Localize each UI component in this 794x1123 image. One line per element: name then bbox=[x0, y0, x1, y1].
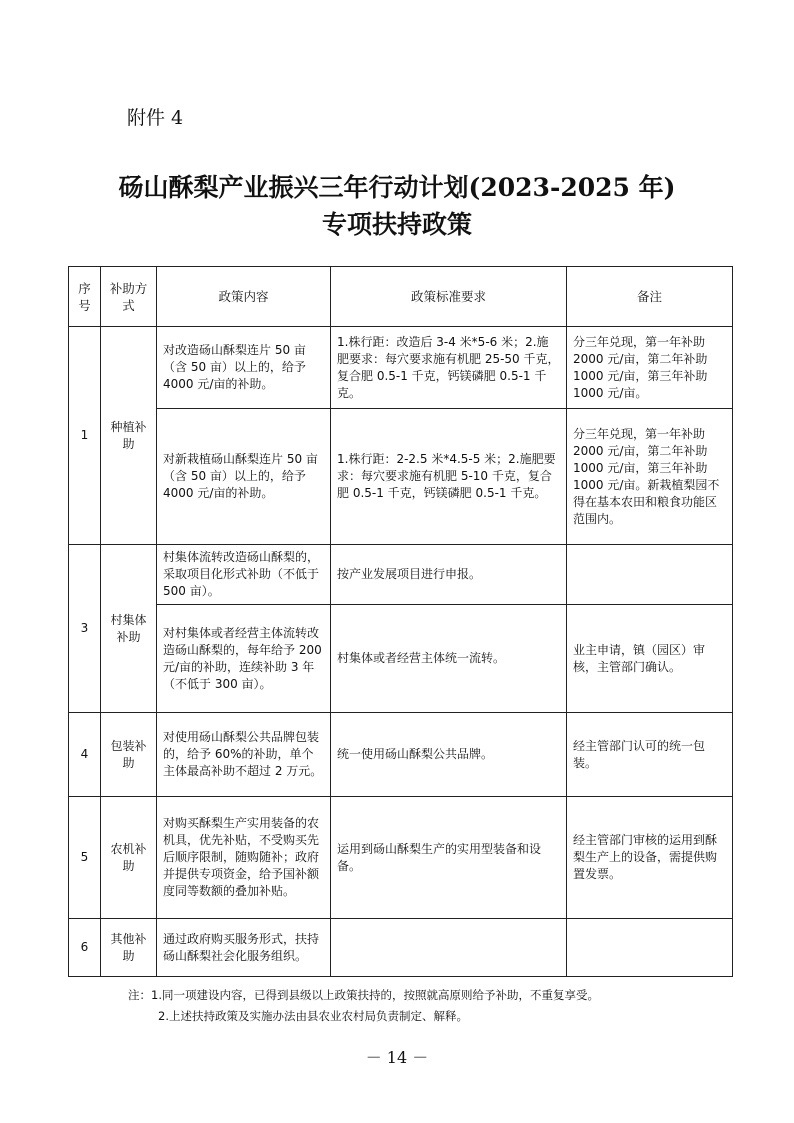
policy-content: 通过政府购买服务形式，扶持砀山酥梨社会化服务组织。 bbox=[157, 919, 331, 977]
row-number: 6 bbox=[69, 919, 101, 977]
row-number: 4 bbox=[69, 713, 101, 797]
header-content: 政策内容 bbox=[157, 267, 331, 327]
table-row bbox=[69, 409, 733, 545]
policy-standard: 按产业发展项目进行申报。 bbox=[331, 545, 567, 605]
table-row bbox=[69, 327, 733, 409]
note-1: 注：1.同一项建设内容，已得到县级以上政策扶持的，按照就高原则给予补助，不重复享受。 bbox=[128, 988, 599, 1002]
policy-standard: 村集体或者经营主体统一流转。 bbox=[331, 605, 567, 713]
policy-remark: 分三年兑现，第一年补助 2000 元/亩，第二年补助 1000 元/亩，第三年补助 1000 元/亩。 bbox=[567, 327, 733, 409]
header-remark: 备注 bbox=[567, 267, 733, 327]
subsidy-method: 种植补助 bbox=[101, 327, 157, 545]
policy-standard bbox=[331, 919, 567, 977]
policy-content: 对新栽植砀山酥梨连片 50 亩（含 50 亩）以上的，给予 4000 元/亩的补助。 bbox=[157, 409, 331, 545]
policy-content: 村集体流转改造砀山酥梨的，采取项目化形式补助（不低于 500 亩）。 bbox=[157, 545, 331, 605]
policy-remark: 经主管部门认可的统一包装。 bbox=[567, 713, 733, 797]
policy-content: 对使用砀山酥梨公共品牌包装的，给予 60%的补助，单个主体最高补助不超过 2 万元。 bbox=[157, 713, 331, 797]
policy-remark bbox=[567, 545, 733, 605]
policy-content: 对购买酥梨生产实用装备的农机具，优先补贴，不受购买先后顺序限制，随购随补；政府并提供专项资金，给予国补额度同等数额的叠加补贴。 bbox=[157, 797, 331, 919]
subsidy-method: 其他补助 bbox=[101, 919, 157, 977]
table-notes bbox=[128, 985, 599, 1027]
row-number: 5 bbox=[69, 797, 101, 919]
table-row bbox=[69, 545, 733, 605]
subsidy-method: 包装补助 bbox=[101, 713, 157, 797]
policy-content: 对改造砀山酥梨连片 50 亩（含 50 亩）以上的，给予 4000 元/亩的补助。 bbox=[157, 327, 331, 409]
policy-content: 对村集体或者经营主体流转改造砀山酥梨的，每年给予 200 元/亩的补助，连续补助 3 年（不低于 300 亩）。 bbox=[157, 605, 331, 713]
row-number: 3 bbox=[69, 545, 101, 713]
policy-standard: 1.株行距：改造后 3-4 米*5-6 米；2.施肥要求：每穴要求施有机肥 25-50 千克，复合肥 0.5-1 千克，钙镁磷肥 0.5-1 千克。 bbox=[331, 327, 567, 409]
row-number: 1 bbox=[69, 327, 101, 545]
table-row bbox=[69, 797, 733, 919]
table-row bbox=[69, 919, 733, 977]
subsidy-method: 农机补助 bbox=[101, 797, 157, 919]
note-2: 2.上述扶持政策及实施办法由县农业农村局负责制定、解释。 bbox=[158, 1009, 468, 1023]
policy-remark: 经主管部门审核的运用到酥梨生产上的设备，需提供购置发票。 bbox=[567, 797, 733, 919]
attachment-label: 附件 4 bbox=[127, 107, 184, 129]
document-title: 砀山酥梨产业振兴三年行动计划(2023-2025 年) bbox=[118, 173, 676, 202]
policy-remark bbox=[567, 919, 733, 977]
header-method: 补助方式 bbox=[101, 267, 157, 327]
table-row bbox=[69, 605, 733, 713]
page-number: － 14 － bbox=[365, 1048, 429, 1067]
table-header-row bbox=[69, 267, 733, 327]
table-row bbox=[69, 713, 733, 797]
header-no: 序号 bbox=[69, 267, 101, 327]
policy-standard: 统一使用砀山酥梨公共品牌。 bbox=[331, 713, 567, 797]
policy-standard: 1.株行距：2-2.5 米*4.5-5 米；2.施肥要求：每穴要求施有机肥 5-10 千克，复合肥 0.5-1 千克，钙镁磷肥 0.5-1 千克。 bbox=[331, 409, 567, 545]
policy-standard: 运用到砀山酥梨生产的实用型装备和设备。 bbox=[331, 797, 567, 919]
header-standard: 政策标准要求 bbox=[331, 267, 567, 327]
document-subtitle: 专项扶持政策 bbox=[321, 210, 472, 239]
policy-remark: 业主申请，镇（园区）审核，主管部门确认。 bbox=[567, 605, 733, 713]
policy-remark: 分三年兑现，第一年补助 2000 元/亩，第二年补助 1000 元/亩，第三年补助 1000 元/亩。新栽植梨园不得在基本农田和粮食功能区范围内。 bbox=[567, 409, 733, 545]
policy-table bbox=[68, 266, 733, 977]
subsidy-method: 村集体补助 bbox=[101, 545, 157, 713]
